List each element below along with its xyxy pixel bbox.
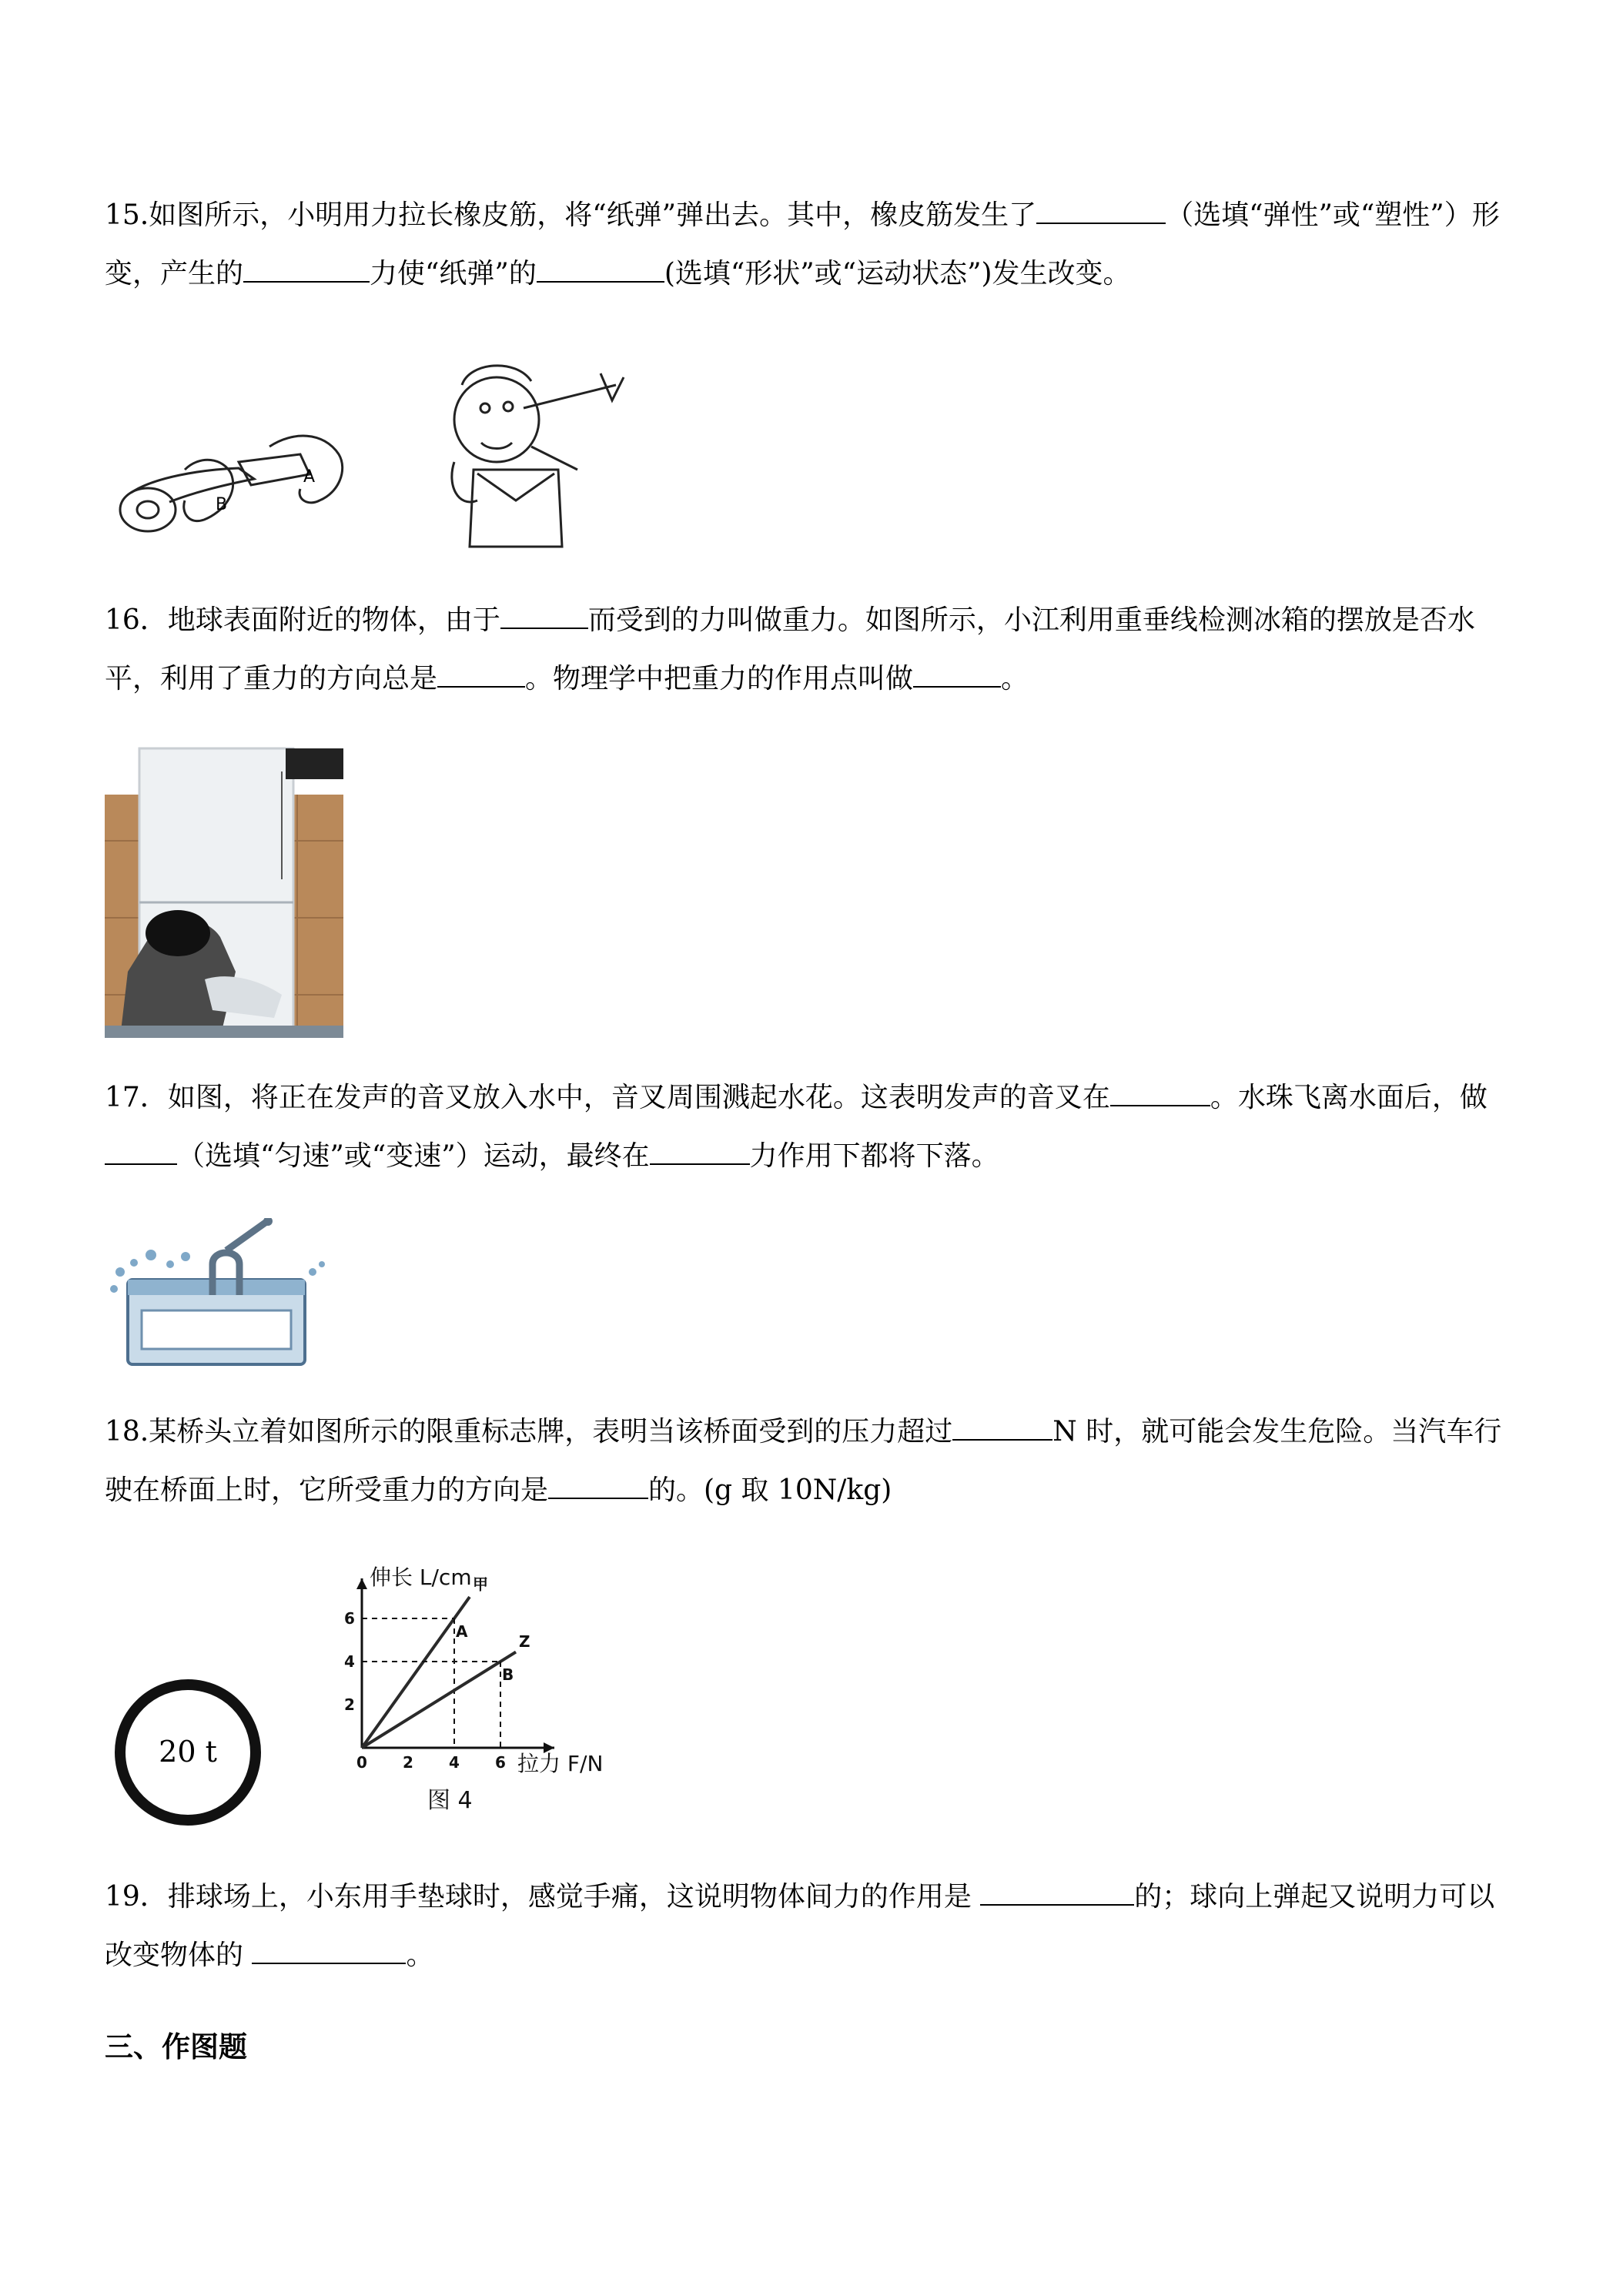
question-text: 力作用下都将下落。 [749, 1140, 999, 1172]
tuning-fork-water-figure [105, 1218, 336, 1372]
y-tick-label: 2 [344, 1695, 355, 1714]
refrigerator-photo [105, 741, 343, 1038]
question-text: 如图所示，小明用力拉长橡皮筋，将“纸弹”弹出去。其中，橡皮筋发生了 [149, 199, 1037, 231]
question-number: 17． [105, 1082, 168, 1113]
question-text: 的。(g 取 10N/kg) [648, 1474, 892, 1506]
y-tick-label: 6 [344, 1609, 355, 1628]
sign-text: 20 t [159, 1735, 217, 1769]
x-tick-label: 4 [449, 1753, 460, 1772]
slingshot-boy-figure [447, 354, 631, 562]
chart-caption: 图 4 [427, 1787, 473, 1814]
question-text: 如图，将正在发声的音叉放入水中，音叉周围溅起水花。这表明发声的音叉在 [167, 1082, 1110, 1113]
question-number: 15. [105, 199, 149, 231]
x-tick-label: 0 [356, 1753, 367, 1772]
x-tick-label: 6 [495, 1753, 506, 1772]
question-text: 某桥头立着如图所示的限重标志牌，表明当该桥面受到的压力超过 [149, 1416, 953, 1448]
question-19 [105, 1868, 1521, 1985]
question-text: N 时，就可能会发生危险。当汽车行驶在桥面上时，它所受重力的方向是 [105, 1416, 1502, 1506]
weight-limit-sign [112, 1677, 263, 1828]
question-text: 。 [406, 1940, 434, 1971]
question-17 [105, 1069, 1521, 1186]
chart-plot-area [344, 1575, 554, 1772]
x-tick-label: 2 [403, 1753, 413, 1772]
answer-blank[interactable] [105, 1140, 177, 1165]
y-axis-label: 伸长 L/cm [370, 1565, 472, 1590]
question-text: 排球场上，小东用手垫球时，感觉手痛，这说明物体间力的作用是 [167, 1881, 981, 1913]
answer-blank[interactable] [437, 663, 525, 688]
question-18 [105, 1403, 1521, 1520]
question-16 [105, 591, 1521, 708]
figure-label-b: B [216, 495, 228, 514]
answer-blank[interactable] [1036, 199, 1166, 224]
question-text: 。物理学中把重力的作用点叫做 [525, 663, 914, 694]
answer-blank[interactable] [650, 1140, 750, 1165]
answer-blank[interactable] [243, 258, 370, 283]
question-text: 。 [1001, 663, 1029, 694]
question-text: （选填“弹性”或“塑性”）形变，产生的 [105, 199, 1500, 290]
question-text: 力使“纸弹”的 [370, 258, 537, 290]
question-text: 的；球向上弹起又说明力可以改变物体的 [105, 1881, 1495, 1971]
section-heading: 三、作图题 [105, 2030, 247, 2063]
answer-blank[interactable] [980, 1881, 1134, 1906]
series-line-2 [362, 1652, 516, 1748]
question-number: 19． [105, 1881, 168, 1913]
question-15 [105, 186, 1521, 303]
answer-blank[interactable] [537, 258, 664, 283]
chart-figure-4 [323, 1555, 631, 1825]
x-axis-label: 拉力 F/N [517, 1751, 604, 1776]
y-tick-label: 4 [344, 1652, 355, 1671]
question-text: （选填“匀速”或“变速”）运动，最终在 [177, 1140, 650, 1172]
y-axis-arrow [356, 1578, 367, 1589]
point-label: B [502, 1665, 514, 1684]
answer-blank[interactable] [952, 1416, 1052, 1441]
question-number: 18. [105, 1416, 149, 1448]
answer-blank[interactable] [913, 663, 1001, 688]
question-text: 地球表面附近的物体，由于 [167, 604, 500, 636]
question-text: (选填“形状”或“运动状态”)发生改变。 [664, 258, 1131, 290]
series-name-label: Z [519, 1632, 530, 1652]
answer-blank[interactable] [548, 1474, 648, 1499]
question-text: 而受到的力叫做重力。如图所示，小江利用重垂线检测冰箱的摆放是否水平，利用了重力的方向总是 [105, 604, 1475, 694]
rubber-band-figure [108, 416, 362, 547]
point-label: A [456, 1622, 468, 1641]
question-number: 16． [105, 604, 168, 636]
figure-label-a: A [303, 467, 316, 487]
question-text: 。水珠飞离水面后，做 [1210, 1082, 1487, 1113]
answer-blank[interactable] [252, 1940, 406, 1964]
answer-blank[interactable] [1110, 1082, 1210, 1106]
answer-blank[interactable] [500, 604, 588, 629]
series-name-label: 甲 [473, 1575, 488, 1594]
